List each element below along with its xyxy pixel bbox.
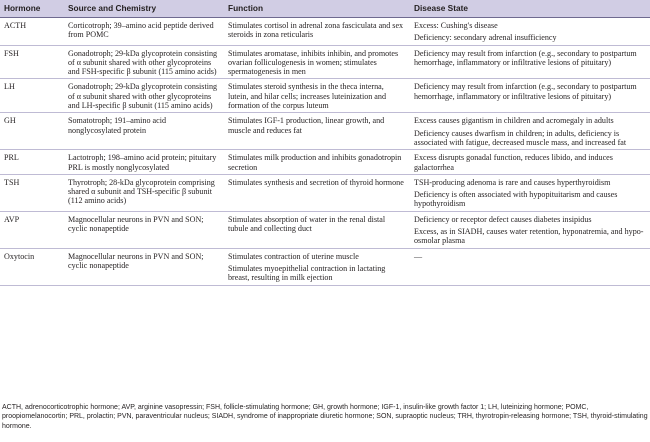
- table-row: [0, 18, 650, 46]
- disease-state-cell: [410, 79, 650, 113]
- disease-state-cell: [410, 45, 650, 79]
- table-row: [0, 79, 650, 113]
- source-chemistry-cell: Gonadotroph; 29-kDa glycoprotein consisting of α subunit shared with other glycoproteins and LH-specific β subunit (115 amino acids): [68, 82, 218, 111]
- table-row: [0, 211, 650, 248]
- disease-paragraph: Deficiency may result from infarction (e.g., secondary to postpartum hemorrhage, inflammatory or infiltrative lesions of pituitary): [414, 82, 637, 101]
- disease-state-cell: [410, 211, 650, 248]
- disease-paragraph: Deficiency may result from infarction (e.g., secondary to postpartum hemorrhage, inflammatory or infiltrative lesions of pituitary): [414, 48, 637, 67]
- disease-state-cell: [410, 113, 650, 150]
- header-function: Function: [224, 0, 410, 18]
- disease-paragraph: Excess disrupts gonadal function, reduces libido, and induces galactorrhea: [414, 153, 613, 172]
- function-paragraph: Stimulates synthesis and secretion of thyroid hormone: [228, 177, 404, 187]
- hormone-cell: AVP: [4, 214, 20, 224]
- disease-paragraph: Deficiency is often associated with hypopituitarism and causes hypothyroidism: [414, 190, 618, 209]
- source-chemistry-cell: Somatotroph; 191–amino acid nonglycosylated protein: [68, 116, 167, 135]
- source-chemistry-cell: Magnocellular neurons in PVN and SON; cyclic nonapeptide: [68, 214, 204, 234]
- function-cell: [224, 113, 410, 150]
- hormone-cell: LH: [4, 82, 15, 92]
- function-paragraph: Stimulates steroid synthesis in the theca interna, lutein, and hilar cells; increases luteinization and formation of the corpus luteum: [228, 82, 386, 111]
- disease-paragraph: TSH-producing adenoma is rare and causes hyperthyroidism: [414, 177, 611, 187]
- function-cell: [224, 211, 410, 248]
- function-cell: [224, 79, 410, 113]
- function-paragraph: Stimulates aromatase, inhibits inhibin, and promotes ovarian folliculogenesis in women; stimulates spermatogenesis in men: [228, 48, 399, 77]
- source-chemistry-cell: Lactotroph; 198–amino acid protein; pituitary PRL is mostly nonglycosylated: [68, 153, 217, 172]
- table-row: [0, 248, 650, 285]
- table-row: [0, 113, 650, 150]
- disease-paragraph: Excess: Cushing's disease: [414, 21, 498, 30]
- header-hormone: Hormone: [0, 0, 64, 18]
- table-row: [0, 174, 650, 211]
- disease-state-cell: [410, 18, 650, 46]
- function-cell: [224, 18, 410, 46]
- abbreviations-footnote: ACTH, adrenocorticotrophic hormone; AVP, arginine vasopressin; FSH, follicle-stimulating hormone; GH, growth hormone; IGF-1, insulin-like growth factor 1; LH, luteinizing hormone; POMC, proopiomelanocortin; PRL, prolactin; PVN, paraventricular nucleus; SIADH, syndrome of inappropriate diuretic hormone; SON, supraoptic nucleus; TRH, thyrotropin-releasing hormone; TSH, thyroid-stimulating hormone.: [2, 404, 648, 430]
- hormone-cell: TSH: [4, 177, 20, 187]
- source-chemistry-cell: Thyrotroph; 28-kDa glycoprotein comprising shared α subunit and TSH-specific β subunit (112 amino acids): [68, 177, 215, 206]
- disease-paragraph: Deficiency or receptor defect causes diabetes insipidus: [414, 214, 592, 224]
- header-source-chemistry: Source and Chemistry: [64, 0, 224, 18]
- hormone-cell: PRL: [4, 153, 19, 163]
- table-header: [0, 0, 650, 18]
- function-paragraph: Stimulates milk production and inhibits gonadotropin secretion: [228, 153, 402, 172]
- disease-paragraph: —: [414, 251, 423, 261]
- table-body: [0, 18, 650, 286]
- disease-paragraph: Deficiency causes dwarfism in children; in adults, deficiency is associated with fatigue, decreased muscle mass, and increased fat: [414, 128, 627, 147]
- function-paragraph: Stimulates absorption of water in the renal distal tubule and collecting duct: [228, 214, 386, 234]
- hormone-cell: Oxytocin: [4, 251, 35, 261]
- source-chemistry-cell: Magnocellular neurons in PVN and SON; cyclic nonapeptide: [68, 251, 204, 270]
- disease-state-cell: [410, 150, 650, 175]
- function-cell: [224, 150, 410, 175]
- hormone-cell: GH: [4, 116, 16, 126]
- table-row: [0, 45, 650, 79]
- source-chemistry-cell: Corticotroph; 39–amino acid peptide derived from POMC: [68, 21, 214, 40]
- disease-state-cell: [410, 174, 650, 211]
- disease-state-cell: [410, 248, 650, 285]
- table-row: [0, 150, 650, 175]
- function-cell: [224, 45, 410, 79]
- disease-paragraph: Deficiency: secondary adrenal insufficiency: [414, 33, 557, 43]
- disease-paragraph: Excess, as in SIADH, causes water retention, hyponatremia, and hypo-osmolar plasma: [414, 227, 644, 246]
- hormone-cell: FSH: [4, 48, 19, 58]
- header-disease-state: Disease State: [410, 0, 650, 18]
- function-paragraph: Stimulates myoepithelial contraction in lactating breast, resulting in milk ejection: [228, 263, 386, 283]
- function-cell: [224, 248, 410, 285]
- source-chemistry-cell: Gonadotroph; 29-kDa glycoprotein consisting of α subunit shared with other glycoproteins and FSH-specific β subunit (115 amino acids): [68, 48, 218, 77]
- hormone-cell: ACTH: [4, 21, 27, 30]
- function-paragraph: Stimulates cortisol in adrenal zona fasciculata and sex steroids in zona reticularis: [228, 21, 404, 40]
- function-paragraph: Stimulates contraction of uterine muscle: [228, 251, 359, 261]
- function-paragraph: Stimulates IGF-1 production, linear growth, and muscle and reduces fat: [228, 116, 385, 135]
- disease-paragraph: Excess causes gigantism in children and acromegaly in adults: [414, 116, 614, 126]
- function-cell: [224, 174, 410, 211]
